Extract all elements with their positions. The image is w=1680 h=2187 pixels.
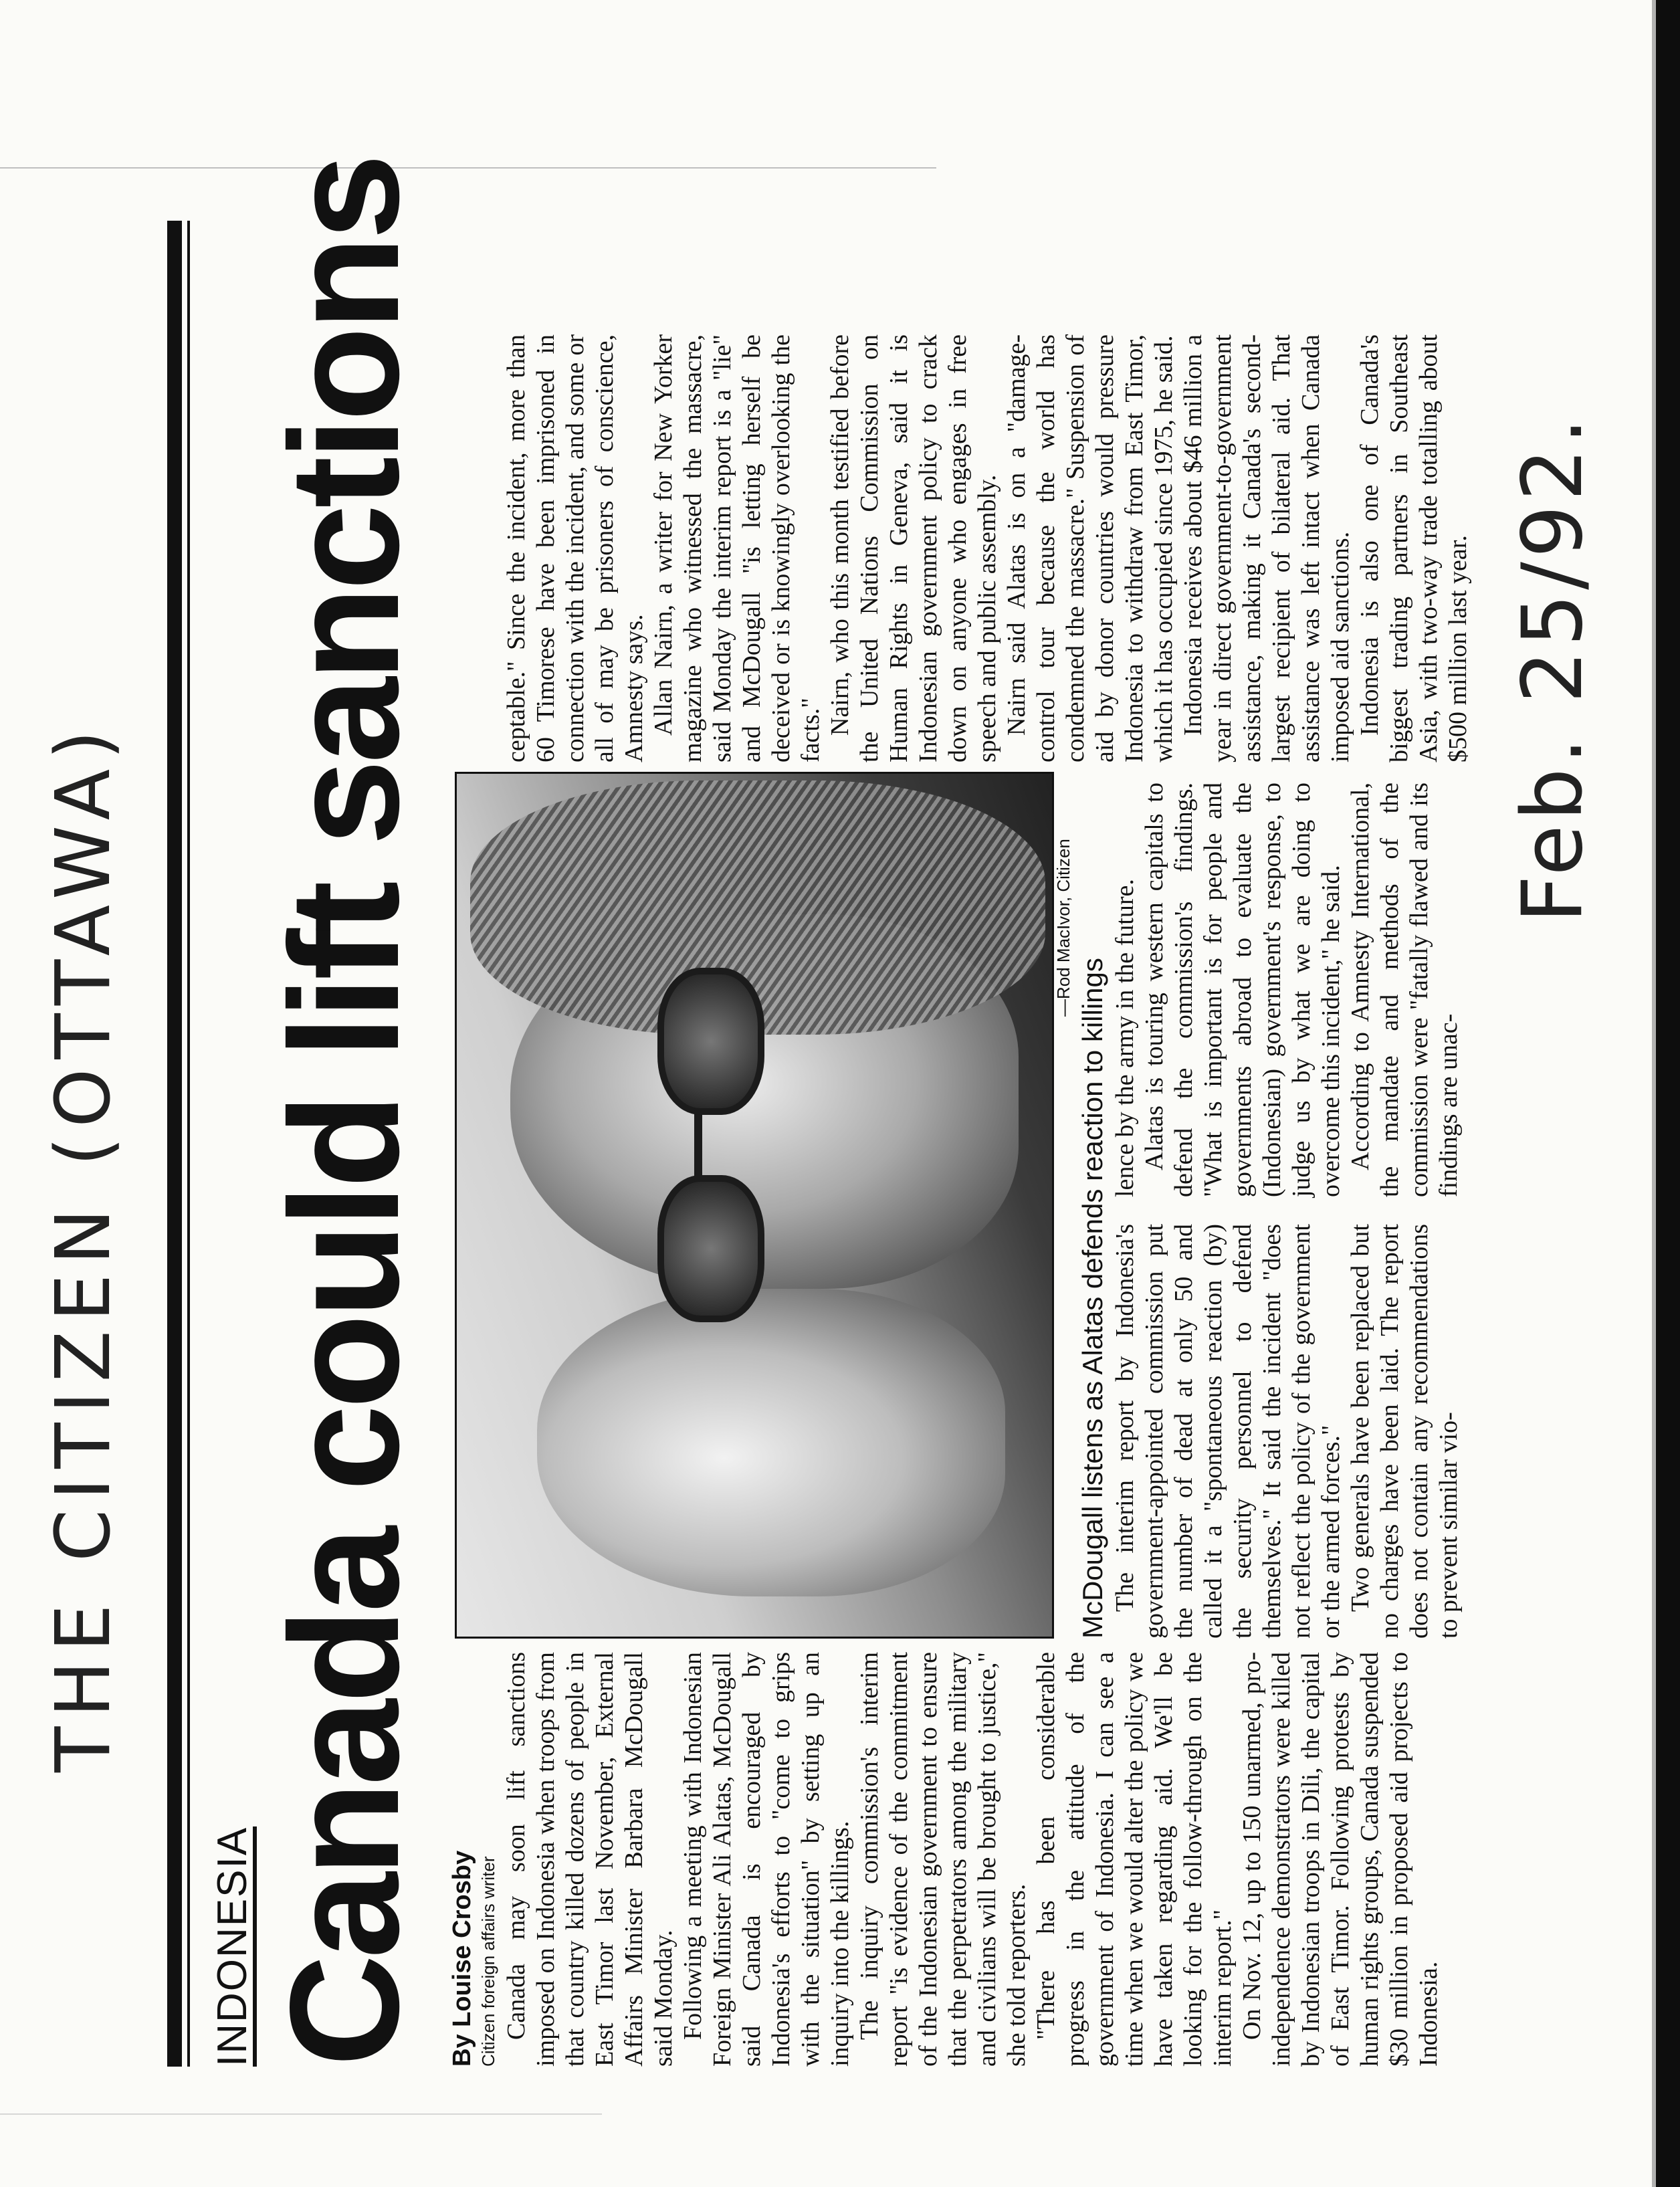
article-column-3 — [1110, 783, 1463, 1197]
handwritten-source-note: THE CITIZEN (OTTAWA) — [40, 721, 127, 1772]
photo-credit: —Rod MacIvor, Citizen — [1053, 839, 1073, 1017]
paragraph: According to Amnesty International, the mandate and methods of the commission were "fatally flawed and its findings are unac- — [1346, 783, 1463, 1197]
paragraph: Following a meeting with Indonesian Foreign Minister Ali Alatas, McDougall said Canada is encouraged by Indonesia's efforts to "come to grips with the situation" by setting up an inquiry into the killings. — [679, 1652, 854, 2067]
paragraph: Indonesia is also one of Canada's biggest trading partners in Southeast Asia, with two-way trade totalling about $500 million last year. — [1356, 334, 1472, 762]
eyeglass-lens — [657, 968, 764, 1115]
byline-role: Citizen foreign affairs writer — [478, 1856, 498, 2067]
fold-line — [0, 2113, 602, 2115]
top-rule — [167, 221, 182, 2067]
fold-line — [0, 167, 936, 169]
newspaper-clipping — [167, 157, 1545, 2067]
paragraph: lence by the army in the future. — [1111, 879, 1139, 1197]
paragraph: Nairn said Alatas is on a "damage-control tour because the world has condemned the massacre." Suspension of aid by donor countries would pressure Indonesia to withdraw from East Timor, which it has occupied since 1975, he said. — [1003, 334, 1178, 762]
byline-name: By Louise Crosby — [448, 1850, 476, 2067]
paragraph: The interim report by Indonesia's government-appointed commission put the number of dead at only 50 and called it a "spontaneous reaction (by) the security personnel to defend themselves." It said the incident "does not reflect the policy of the government or the armed forces." — [1111, 1224, 1345, 1639]
article-column-2 — [1110, 1224, 1463, 1639]
article-column-4 — [502, 334, 1473, 762]
headline: Canada could lift sanctions — [258, 157, 431, 2067]
eyeglasses-icon — [657, 961, 758, 1322]
article-column-1 — [502, 1652, 1443, 2067]
top-rule-thin — [187, 221, 190, 2067]
paragraph: The inquiry commission's interim report "is evidence of the commitment of the Indonesian government to ensure that the perpetrators among the military and civilians will be brought to justice," she told reporters. — [855, 1652, 1031, 2067]
paragraph: Alatas is touring western capitals to defend the commission's findings. "What is important is for people and governments abroad to evaluate the (Indonesian) government's response, to judge us by what we are doing to overcome this incident," he said. — [1140, 783, 1345, 1197]
paragraph: On Nov. 12, up to 150 unarmed, pro-independence demonstrators were killed by Indonesian troops in Dili, the capital of East Timor. Following protests by human rights groups, Canada suspended $30 million in proposed aid projects to Indonesia. — [1238, 1652, 1443, 2067]
photo-subject-woman — [537, 1289, 1005, 1596]
paragraph: "There has been considerable progress in the attitude of the government of Indonesia. I can see a time when we would alter the policy we have taken regarding aid. We'll be looking for the follow-through on the interim report." — [1032, 1652, 1237, 2067]
paragraph: Canada may soon lift sanctions imposed on Indonesia when troops from that country killed dozens of people in East Timor last November, External Affairs Minister Barbara McDougall said Monday. — [502, 1652, 677, 2067]
paragraph: Two generals have been replaced but no charges have been laid. The report does not contain any recommendations to prevent similar vio- — [1346, 1224, 1463, 1639]
paragraph: Allan Nairn, a writer for New Yorker magazine who witnessed the massacre, said Monday the interim report is a "lie" and McDougall "is letting herself be deceived or is knowingly overlooking the facts." — [649, 334, 825, 762]
section-kicker: INDONESIA — [209, 1826, 255, 2067]
byline — [448, 1665, 499, 2067]
handwritten-date-note: Feb. 25/92. — [1505, 413, 1601, 923]
news-photo — [455, 772, 1054, 1639]
paragraph: Indonesia receives about $46 million a year in direct government-to-government assistance, making it Canada's second-largest recipient of bilateral aid. That assistance was left intact when Canada imposed aid sanctions. — [1179, 334, 1354, 762]
eyeglass-lens — [657, 1175, 764, 1322]
paragraph: Nairn, who this month testified before the United Nations Commission on Human Rights in Geneva, said it is Indonesian government policy to crack down on anyone who engages in free speech and public assembly. — [826, 334, 1001, 762]
scan-edge-border — [1656, 0, 1680, 2187]
paragraph: ceptable." Since the incident, more than 60 Timorese have been imprisoned in connection with the incident, and some or all of may be prisoners of conscience, Amnesty says. — [502, 334, 648, 762]
photo-cutline: McDougall listens as Alatas defends reaction to killings — [1077, 958, 1108, 1639]
